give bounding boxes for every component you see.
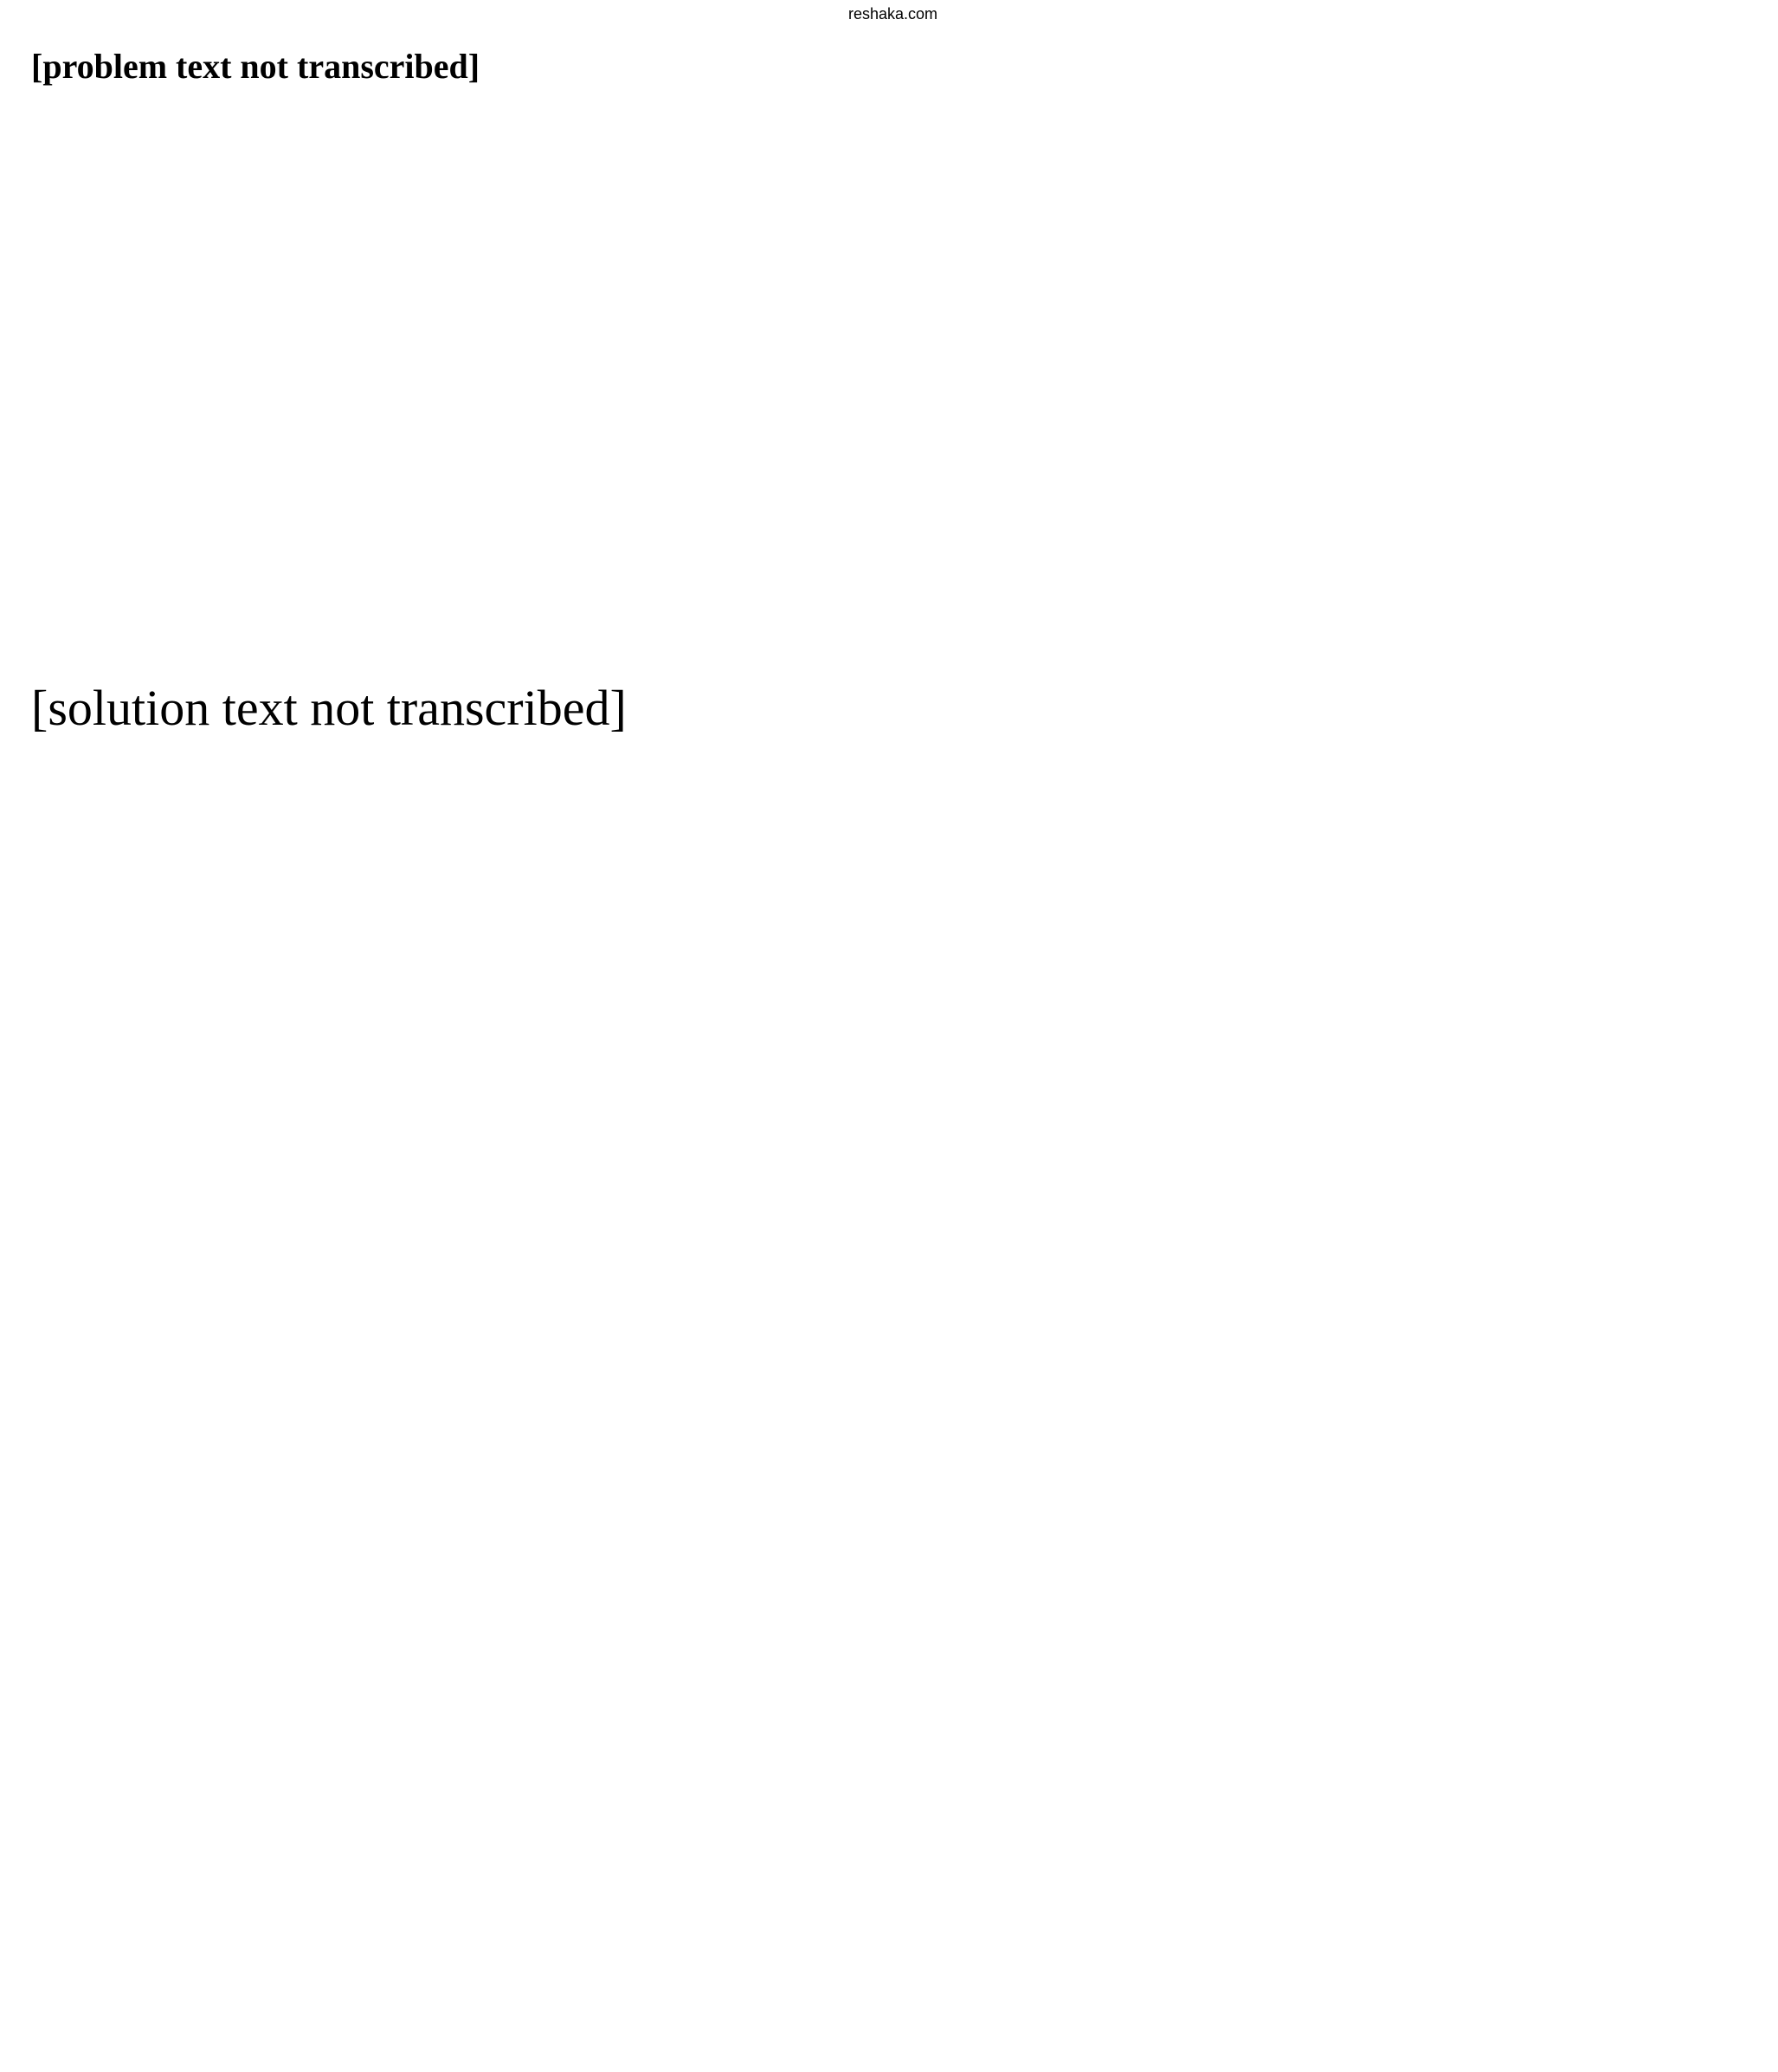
solution-a-line-3 bbox=[31, 807, 1555, 873]
solution-c bbox=[31, 1496, 1555, 1759]
solution-c-line-2 bbox=[31, 1562, 1555, 1628]
solution-a-line-4 bbox=[31, 873, 1555, 939]
solution-b-answer bbox=[31, 1382, 1555, 1448]
solution-a-line-5 bbox=[31, 939, 1555, 1004]
problem-statement bbox=[31, 42, 1676, 92]
problem-intro: [problem text not transcribed] bbox=[31, 47, 480, 86]
solution-a-line-6 bbox=[31, 1004, 1555, 1070]
source-watermark: reshaka.com bbox=[848, 5, 938, 23]
solution-b-line-1 bbox=[31, 1184, 1555, 1250]
solution-b-line-2 bbox=[31, 1250, 1555, 1316]
solution-a bbox=[31, 675, 1555, 1136]
solution-b bbox=[31, 1184, 1555, 1448]
solutions bbox=[31, 675, 1555, 1808]
solution-c-answer bbox=[31, 1694, 1555, 1759]
solution-a-line-1: [solution text not transcribed] bbox=[31, 680, 627, 736]
solution-a-answer bbox=[31, 1070, 1555, 1136]
solution-a-line-2 bbox=[31, 741, 1555, 807]
solution-b-line-3 bbox=[31, 1316, 1555, 1382]
solution-c-line-1 bbox=[31, 1496, 1555, 1562]
solution-c-line-3 bbox=[31, 1628, 1555, 1694]
